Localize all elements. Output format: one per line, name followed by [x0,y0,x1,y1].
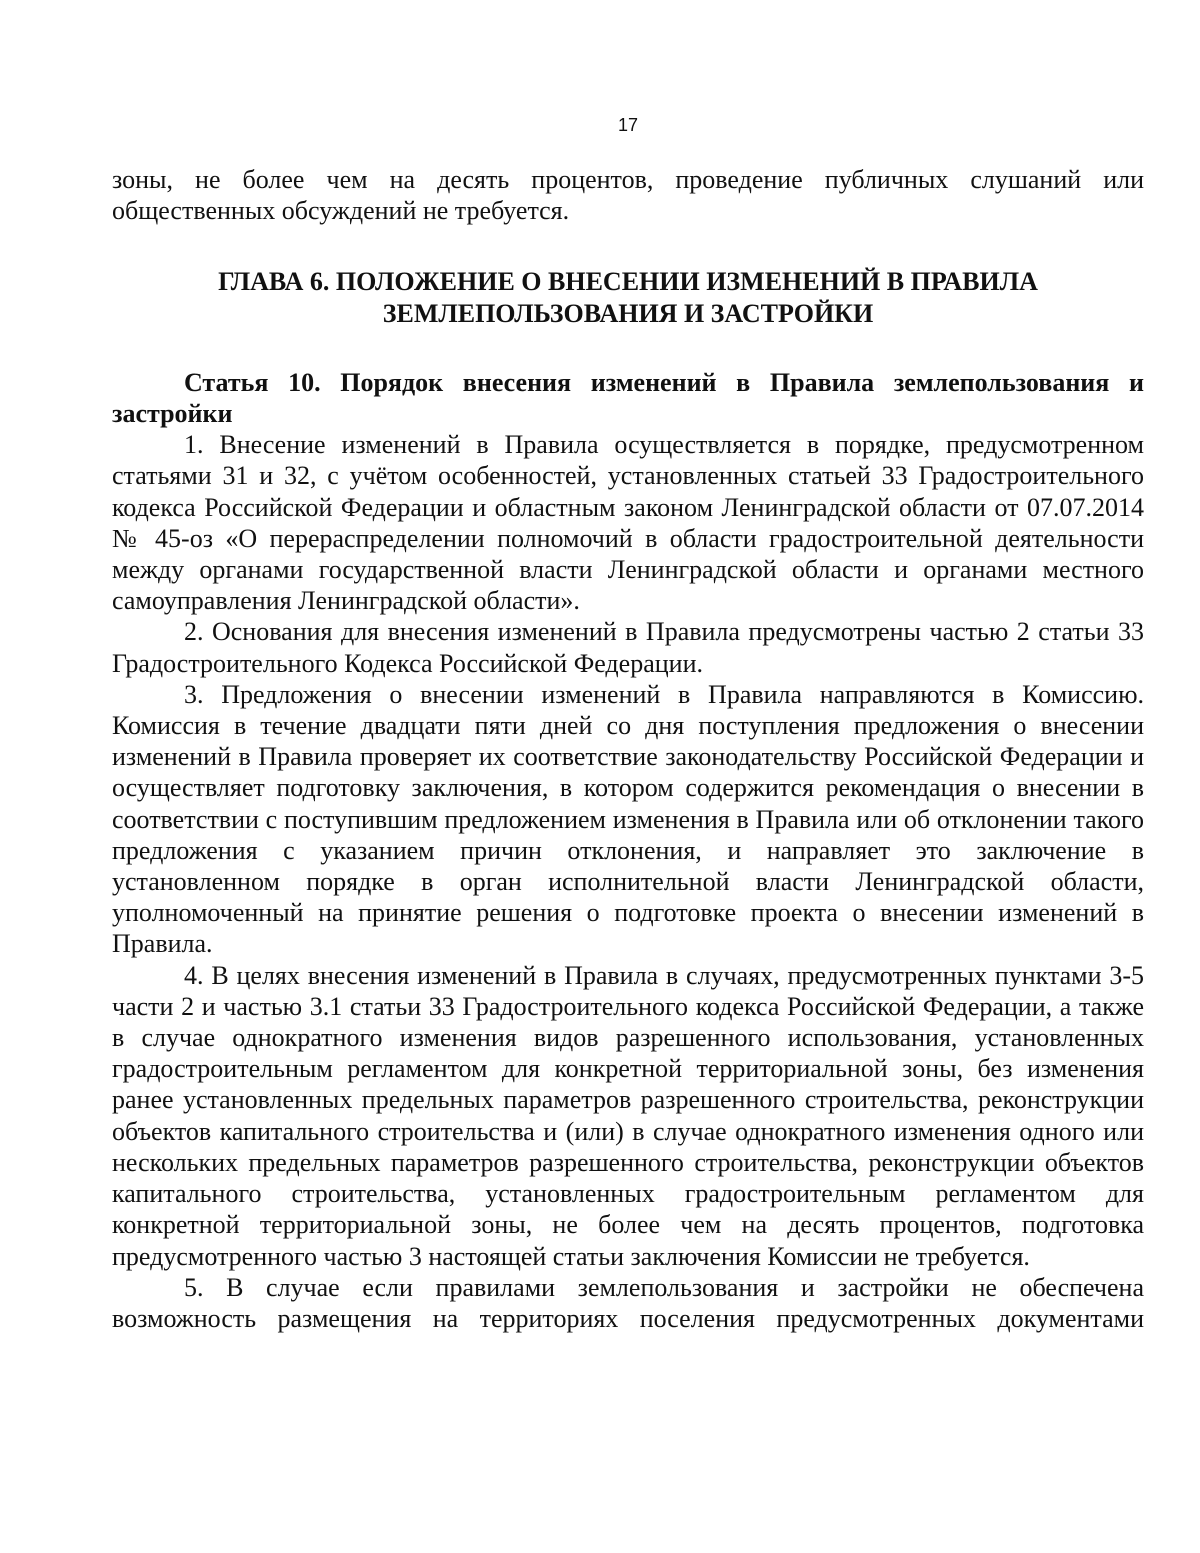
paragraph-5: 5. В случае если правилами землепользования и застройки не обеспечена возможность размещения на территориях поселения предусмотренных документами [112,1272,1144,1333]
paragraph-2: 2. Основания для внесения изменений в Правила предусмотрены частью 2 статьи 33 Градостроительного Кодекса Российской Федерации. [112,617,1144,678]
paragraph-3: 3. Предложения о внесении изменений в Правила направляются в Комиссию. Комиссия в течение двадцати пяти дней со дня поступления предложения о внесении изменений в Правила проверяет их соответствие законодательству Российской Федерации и осуществляет подготовку заключения, в котором содержится рекомендация о внесении в соответствии с поступившим предложением изменения в Правила или об отклонении такого предложения с указанием причин отклонения, и направляет это заключение в установленном порядке в орган исполнительной власти Ленинградской области, уполномоченный на принятие решения о подготовке проекта о внесении изменений в Правила. [112,679,1144,959]
paragraph-4: 4. В целях внесения изменений в Правила в случаях, предусмотренных пунктами 3-5 части 2 и частью 3.1 статьи 33 Градостроительного кодекса Российской Федерации, а также в случае однократного изменения видов разрешенного использования, установленных градостроительным регламентом для конкретной территориальной зоны, без изменения ранее установленных предельных параметров разрешенного строительства, реконструкции объектов капитального строительства и (или) в случае однократного изменения одного или нескольких предельных параметров разрешенного строительства, реконструкции объектов капитального строительства, установленных градостроительным регламентом для конкретной территориальной зоны, не более чем на десять процентов, подготовка предусмотренного частью 3 настоящей статьи заключения Комиссии не требуется. [112,960,1144,1271]
page-number: 17 [617,115,639,135]
article-title: Статья 10. Порядок внесения изменений в Правила землепользования и застройки [112,367,1144,429]
chapter-title: ГЛАВА 6. ПОЛОЖЕНИЕ О ВНЕСЕНИИ ИЗМЕНЕНИЙ В ПРАВИЛА ЗЕМЛЕПОЛЬЗОВАНИЯ И ЗАСТРОЙКИ [218,267,1038,328]
document-page [112,112,1144,1334]
intro-paragraph: зоны, не более чем на десять процентов, проведение публичных слушаний или общественных обсуждений не требуется. [112,165,1144,226]
paragraph-1: 1. Внесение изменений в Правила осуществляется в порядке, предусмотренном статьями 31 и 32, с учётом особенностей, установленных статьей 33 Градостроительного кодекса Российской Федерации и областным законом Ленинградской области от 07.07.2014 № 45-оз «О перераспределении полномочий в области градостроительной деятельности между органами государственной власти Ленинградской области и органами местного самоуправления Ленинградской области». [112,430,1144,616]
